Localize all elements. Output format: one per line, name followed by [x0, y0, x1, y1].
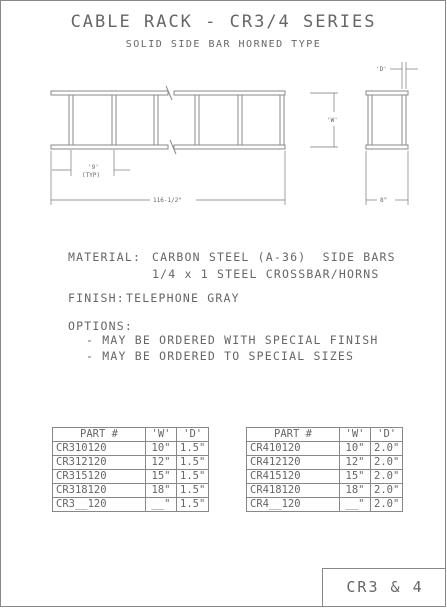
crossbar-1: [69, 95, 73, 145]
sheet-label: CR3 & 4: [346, 578, 424, 596]
parts-table-cr4: [246, 427, 403, 512]
part-number: CR412120: [247, 456, 340, 470]
option-item: - MAY BE ORDERED WITH SPECIAL FINISH: [86, 333, 379, 347]
end-view-top: [366, 91, 408, 95]
table-row: [247, 498, 403, 512]
part-number: CR4__120: [247, 498, 340, 512]
drawing-subtitle: SOLID SIDE BAR HORNED TYPE: [125, 39, 322, 50]
dim-d-label: 'D': [376, 66, 387, 73]
top-side-bar-left: [51, 91, 168, 95]
width-value: 12": [340, 456, 371, 470]
depth-value: 2.0": [371, 470, 403, 484]
dim-typ-label: (TYP): [82, 172, 101, 179]
width-value: 18": [146, 484, 177, 498]
options-label: OPTIONS:: [68, 319, 133, 333]
depth-value: 1.5": [177, 470, 209, 484]
end-view-bottom: [366, 145, 408, 149]
width-value: __": [146, 498, 177, 512]
table-row: [247, 442, 403, 456]
depth-value: 1.5": [177, 442, 209, 456]
column-header-part: PART #: [247, 428, 340, 442]
material-label: MATERIAL:: [68, 250, 142, 264]
finish-value: TELEPHONE GRAY: [126, 291, 240, 305]
table-row: [53, 470, 209, 484]
depth-value: 1.5": [177, 498, 209, 512]
width-value: 15": [340, 470, 371, 484]
table-row: [53, 442, 209, 456]
depth-value: 1.5": [177, 456, 209, 470]
end-view-left-bar: [368, 95, 372, 145]
column-header-d: 'D': [177, 428, 209, 442]
column-header-w: 'W': [146, 428, 177, 442]
table-header-row: [53, 428, 209, 442]
part-number: CR418120: [247, 484, 340, 498]
part-number: CR3__120: [53, 498, 146, 512]
table-row: [53, 498, 209, 512]
table-row: [53, 456, 209, 470]
width-value: 18": [340, 484, 371, 498]
dim-width-label: 8": [380, 197, 388, 204]
parts-table-cr3: [52, 427, 209, 512]
width-value: __": [340, 498, 371, 512]
bottom-side-bar-left: [51, 145, 168, 149]
drawing-title: CABLE RACK - CR3/4 SERIES: [70, 12, 377, 32]
crossbar-5: [238, 95, 242, 145]
depth-value: 2.0": [371, 484, 403, 498]
column-header-d: 'D': [371, 428, 403, 442]
finish-label: FINISH:: [68, 291, 125, 305]
table-row: [247, 470, 403, 484]
column-header-part: PART #: [53, 428, 146, 442]
part-number: CR315120: [53, 470, 146, 484]
table-row: [247, 456, 403, 470]
part-number: CR312120: [53, 456, 146, 470]
crossbar-6: [280, 95, 284, 145]
part-number: CR310120: [53, 442, 146, 456]
table-row: [247, 484, 403, 498]
cable-rack-drawing: [0, 0, 447, 230]
break-symbol: [166, 86, 176, 154]
material-line-1: CARBON STEEL (A-36) SIDE BARS: [152, 250, 396, 264]
width-value: 12": [146, 456, 177, 470]
width-value: 10": [146, 442, 177, 456]
sheet-label-box: [322, 568, 446, 607]
depth-value: 2.0": [371, 498, 403, 512]
dim-spacing-label: '9': [88, 164, 99, 171]
top-side-bar-right: [174, 91, 285, 95]
table-header-row: [247, 428, 403, 442]
width-value: 15": [146, 470, 177, 484]
depth-value: 2.0": [371, 456, 403, 470]
column-header-w: 'W': [340, 428, 371, 442]
depth-value: 1.5": [177, 484, 209, 498]
dim-length-label: 116-1/2": [153, 197, 182, 204]
option-item: - MAY BE ORDERED TO SPECIAL SIZES: [86, 349, 355, 363]
table-row: [53, 484, 209, 498]
part-number: CR410120: [247, 442, 340, 456]
crossbar-3: [154, 95, 158, 145]
end-view-right-bar: [402, 95, 406, 145]
depth-value: 2.0": [371, 442, 403, 456]
crossbar-4: [195, 95, 199, 145]
crossbar-2: [112, 95, 116, 145]
part-number: CR415120: [247, 470, 340, 484]
material-line-2: 1/4 x 1 STEEL CROSSBAR/HORNS: [152, 267, 380, 281]
width-value: 10": [340, 442, 371, 456]
bottom-side-bar-right: [174, 145, 285, 149]
part-number: CR318120: [53, 484, 146, 498]
dim-w-label: 'W': [327, 117, 338, 124]
